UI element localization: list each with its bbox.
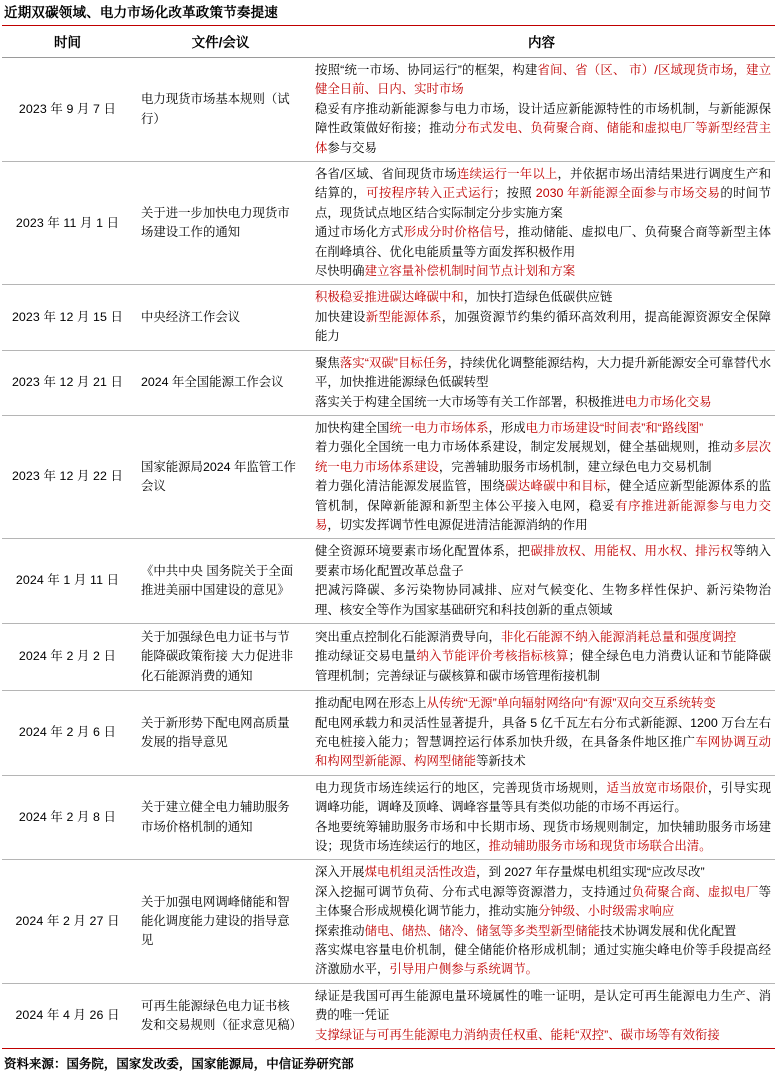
table-row bbox=[2, 350, 775, 415]
highlighted-text: 负荷聚合商、虚拟电厂 bbox=[631, 884, 759, 899]
table-row bbox=[2, 285, 775, 350]
plain-text: 健全资源环境要素市场化配置体系，把 bbox=[315, 544, 531, 559]
cell-date: 2023 年 12 月 15 日 bbox=[2, 285, 133, 350]
table-caption: 近期双碳领域、电力市场化改革政策节奏提速 bbox=[4, 5, 278, 20]
highlighted-text: 引导用户侧参与系统调节。 bbox=[389, 962, 539, 977]
cell-content bbox=[308, 285, 775, 350]
cell-content bbox=[308, 860, 775, 983]
content-paragraph bbox=[315, 647, 771, 686]
plain-text: 等新技术 bbox=[476, 754, 526, 769]
table-row bbox=[2, 691, 775, 776]
content-paragraph bbox=[315, 714, 771, 772]
plain-text: 各省/区域、省间现货市场 bbox=[315, 167, 457, 182]
plain-text: 绿证是我国可再生能源电量环境属性的唯一证明，是认定可再生能源电力生产、消费的唯一凭证 bbox=[315, 988, 771, 1023]
content-paragraph bbox=[315, 438, 771, 477]
highlighted-text: 非化石能源不纳入能源消耗总量和强度调控 bbox=[500, 629, 737, 644]
cell-date: 2024 年 2 月 27 日 bbox=[2, 860, 133, 983]
highlighted-text: 电力市场化交易 bbox=[624, 394, 712, 409]
cell-content bbox=[308, 350, 775, 415]
table-row bbox=[2, 162, 775, 285]
content-paragraph bbox=[315, 542, 771, 581]
plain-text: 推动配电网在形态上 bbox=[315, 696, 427, 711]
column-header-document: 文件/会议 bbox=[133, 26, 308, 58]
plain-text: 尽快明确 bbox=[315, 264, 365, 279]
table-row bbox=[2, 860, 775, 983]
cell-date: 2024 年 2 月 2 日 bbox=[2, 623, 133, 690]
plain-text: ，推动储能、虚拟电厂、负荷聚合商等新型主体在削峰填谷、优化电能质量等方面发挥积极作用 bbox=[315, 225, 772, 259]
content-paragraph bbox=[315, 165, 771, 223]
plain-text: ，并依据市场出清结果进行调度生产和结算的， bbox=[315, 167, 772, 201]
highlighted-text: 多层次统一电力市场体系建设 bbox=[315, 440, 772, 474]
plain-text: ，到 2027 年存量煤电机组实现“应改尽改” bbox=[476, 865, 705, 880]
plain-text: ，加快打造绿色低碳供应链 bbox=[463, 290, 613, 305]
cell-date: 2023 年 12 月 21 日 bbox=[2, 350, 133, 415]
plain-text: 通过市场化方式 bbox=[315, 225, 404, 240]
cell-content bbox=[308, 58, 775, 162]
content-paragraph bbox=[315, 100, 771, 158]
plain-text: 深入开展 bbox=[315, 865, 365, 880]
highlighted-text: 可按程序转入正式运行 bbox=[366, 186, 494, 201]
plain-text: 深入挖掘可调节负荷、分布式电源等资源潜力，支持通过 bbox=[315, 884, 632, 899]
content-paragraph bbox=[315, 223, 771, 262]
highlighted-text: 分布式发电、负荷聚合商、储能和虚拟电厂等新型经营主体 bbox=[315, 121, 772, 155]
content-paragraph bbox=[315, 694, 771, 713]
content-paragraph bbox=[315, 419, 771, 438]
highlighted-text: 新型能源体系 bbox=[365, 309, 442, 324]
plain-text: 突出重点控制化石能源消费导向， bbox=[315, 629, 501, 644]
plain-text: 电力现货市场连续运行的地区，完善现货市场规则， bbox=[315, 780, 607, 795]
plain-text: 参与交易 bbox=[327, 140, 377, 155]
column-header-date: 时间 bbox=[2, 26, 133, 58]
content-paragraph bbox=[315, 628, 771, 647]
content-paragraph bbox=[315, 61, 771, 100]
highlighted-text: 适当放宽市场限价 bbox=[606, 780, 708, 795]
content-paragraph bbox=[315, 393, 771, 412]
cell-content bbox=[308, 162, 775, 285]
plain-text: ，加强资源节约集约循环高效利用，提高能源资源安全保障能力 bbox=[315, 309, 772, 344]
highlighted-text: 落实“双碳”目标任务 bbox=[339, 355, 448, 370]
table-row bbox=[2, 623, 775, 690]
cell-date: 2024 年 4 月 26 日 bbox=[15, 1008, 120, 1023]
plain-text: ；按照 bbox=[493, 186, 536, 201]
highlighted-text: 从传统“无源”单向辐射网络向“有源”双向交互系统转变 bbox=[426, 696, 716, 711]
plain-text: 探索推动 bbox=[315, 923, 365, 938]
cell-content bbox=[308, 775, 775, 860]
plain-text: 落实关于构建全国统一大市场等有关工作部署，积极推进 bbox=[315, 394, 625, 409]
highlighted-text: 分钟级、小时级需求响应 bbox=[538, 904, 675, 919]
plain-text: 聚焦 bbox=[315, 355, 340, 370]
highlighted-text: 煤电机组灵活性改造 bbox=[364, 865, 477, 880]
plain-text: 推动绿证交易电量 bbox=[315, 649, 417, 664]
highlighted-text: 2030 年新能源全面参与市场交易 bbox=[535, 186, 721, 201]
content-paragraph bbox=[315, 262, 771, 281]
policy-table bbox=[2, 25, 775, 1049]
plain-text: ，引导实现调峰功能，调峰及顶峰、调峰容量等具有类似功能的市场不再运行。 bbox=[315, 780, 772, 815]
plain-text: 配电网承载力和灵活性显著提升，具备 5 亿千瓦左右分布式新能源、1200 万台左右充电桩接入能力；智慧调控运行体系加快升级，在具备条件地区推广 bbox=[315, 715, 771, 749]
cell-document: 关于新形势下配电网高质量发展的指导意见 bbox=[133, 691, 308, 776]
cell-content bbox=[308, 415, 775, 538]
content-paragraph bbox=[315, 288, 771, 307]
cell-date: 2024 年 1 月 11 日 bbox=[2, 539, 133, 624]
highlighted-text: 形成分时价格信号 bbox=[403, 225, 506, 240]
cell-date: 2023 年 9 月 7 日 bbox=[2, 58, 133, 162]
cell-content bbox=[308, 691, 775, 776]
table-row bbox=[2, 539, 775, 624]
table-row bbox=[2, 983, 775, 1048]
highlighted-text: 碳达峰碳中和目标 bbox=[505, 479, 607, 494]
content-paragraph bbox=[315, 922, 771, 941]
plain-text: 稳妥有序推动新能源参与电力市场，设计适应新能源特性的市场机制，与新能源保障性政策做好衔接；推动 bbox=[315, 101, 771, 136]
column-header-content: 内容 bbox=[308, 26, 775, 58]
content-paragraph bbox=[315, 818, 771, 857]
plain-text: 加快建设 bbox=[315, 309, 366, 324]
plain-text: 的时间节点，现货试点地区结合实际制定分步实施方案 bbox=[315, 186, 772, 220]
plain-text: 加快构建全国 bbox=[315, 420, 390, 435]
plain-text: ，切实发挥调节性电源促进清洁能源消纳的作用 bbox=[327, 517, 588, 532]
plain-text: 等纳入要素市场化配置改革总盘子 bbox=[315, 544, 772, 578]
highlighted-text: 建立容量补偿机制时间节点计划和方案 bbox=[364, 264, 576, 279]
cell-document: 关于建立健全电力辅助服务市场价格机制的通知 bbox=[133, 775, 308, 860]
highlighted-text: 储电、储热、储冷、储氢等多类型新型储能 bbox=[364, 923, 600, 938]
cell-document: 电力现货市场基本规则（试行） bbox=[133, 58, 308, 162]
plain-text: ，完善辅助服务市场机制，建立绿色电力交易机制 bbox=[438, 459, 712, 474]
highlighted-text: 连续运行一年以上 bbox=[456, 167, 558, 182]
content-paragraph bbox=[315, 941, 771, 980]
cell-date: 2023 年 12 月 22 日 bbox=[2, 415, 133, 538]
plain-text: 各地要统筹辅助服务市场和中长期市场、现货市场规则制定，加快辅助服务市场建设；现货市场连续运行的地区， bbox=[315, 819, 771, 854]
table-body bbox=[2, 58, 775, 1049]
content-paragraph bbox=[315, 581, 771, 620]
plain-text: 等主体聚合形成规模化调节能力，推动实施 bbox=[315, 884, 772, 919]
plain-text: 落实煤电容量电价机制，健全储能价格形成机制；通过实施尖峰电价等手段提高经济激励水平， bbox=[315, 943, 771, 977]
highlighted-text: 碳排放权、用能权、用水权、排污权 bbox=[530, 544, 734, 559]
cell-document: 关于进一步加快电力现货市场建设工作的通知 bbox=[133, 162, 308, 285]
content-paragraph bbox=[315, 779, 771, 818]
table-row bbox=[2, 415, 775, 538]
table-header bbox=[2, 26, 775, 58]
plain-text: ，健全适应新型能源体系的监管机制，保障新能源和新型主体公平接入电网，稳妥 bbox=[315, 479, 772, 513]
table-row bbox=[2, 775, 775, 860]
highlighted-text: 支撑绿证与可再生能源电力消纳责任权重、能耗“双控”、碳市场等有效衔接 bbox=[315, 1027, 720, 1042]
cell-document: 可再生能源绿色电力证书核发和交易规则（征求意见稿） bbox=[141, 998, 303, 1032]
cell-document: 《中共中央 国务院关于全面推进美丽中国建设的意见》 bbox=[133, 539, 308, 624]
highlighted-text: 省间、省（区、 市）/区域现货市场，建立健全日前、日内、实时市场 bbox=[315, 63, 771, 97]
plain-text: 技术协调发展和优化配置 bbox=[599, 923, 737, 938]
highlighted-text: 积极稳妥推进碳达峰碳中和 bbox=[315, 290, 464, 305]
cell-document: 国家能源局2024 年监管工作会议 bbox=[133, 415, 308, 538]
cell-date: 2024 年 2 月 8 日 bbox=[2, 775, 133, 860]
content-paragraph bbox=[315, 883, 771, 922]
plain-text: ；健全绿色电力消费认证和节能降碳管理机制；完善绿证与碳核算和碳市场管理衔接机制 bbox=[315, 649, 772, 683]
highlighted-text: 推动辅助服务市场和现货市场联合出清。 bbox=[488, 839, 712, 854]
content-paragraph bbox=[315, 477, 771, 535]
plain-text: 着力强化清洁能源发展监管，围绕 bbox=[315, 479, 506, 494]
table-row bbox=[2, 58, 775, 162]
content-paragraph bbox=[315, 354, 771, 393]
plain-text: 按照“统一市场、协同运行”的框架，构建 bbox=[315, 63, 538, 77]
plain-text: ，形成 bbox=[488, 420, 526, 435]
header-row bbox=[2, 26, 775, 58]
cell-content bbox=[308, 623, 775, 690]
plain-text: ，持续优化调整能源结构，大力提升新能源安全可靠替代水平，加快推进能源绿色低碳转型 bbox=[315, 355, 772, 390]
cell-document: 2024 年全国能源工作会议 bbox=[133, 350, 308, 415]
highlighted-text: 统一电力市场体系 bbox=[389, 420, 489, 435]
source-note: 资料来源：国务院，国家发改委，国家能源局，中信证券研究部 bbox=[4, 1057, 354, 1072]
cell-content bbox=[308, 539, 775, 624]
content-paragraph bbox=[315, 1026, 771, 1045]
highlighted-text: 车网协调互动和构网型新能源、构网型储能 bbox=[315, 735, 772, 769]
content-paragraph bbox=[315, 987, 771, 1026]
cell-document: 中央经济工作会议 bbox=[133, 285, 308, 350]
cell-document: 关于加强绿色电力证书与节能降碳政策衔接 大力促进非化石能源消费的通知 bbox=[133, 623, 308, 690]
plain-text: 着力强化全国统一电力市场体系建设，制定发展规划，健全基础规则，推动 bbox=[315, 440, 734, 455]
highlighted-text: 有序推进新能源参与电力交易 bbox=[315, 498, 772, 532]
cell-content bbox=[308, 983, 775, 1048]
cell-date: 2024 年 2 月 6 日 bbox=[2, 691, 133, 776]
cell-document: 关于加强电网调峰储能和智能化调度能力建设的指导意见 bbox=[133, 860, 308, 983]
plain-text: 把减污降碳、多污染物协同减排、应对气候变化、生物多样性保护、新污染物治理、核安全等作为国家基础研究和科技创新的重点领域 bbox=[315, 583, 771, 617]
highlighted-text: 纳入节能评价考核指标核算 bbox=[416, 649, 569, 664]
content-paragraph bbox=[315, 308, 771, 347]
content-paragraph bbox=[315, 863, 771, 882]
highlighted-text: 电力市场建设“时间表”和“路线图” bbox=[525, 420, 704, 435]
cell-date: 2023 年 11 月 1 日 bbox=[2, 162, 133, 285]
